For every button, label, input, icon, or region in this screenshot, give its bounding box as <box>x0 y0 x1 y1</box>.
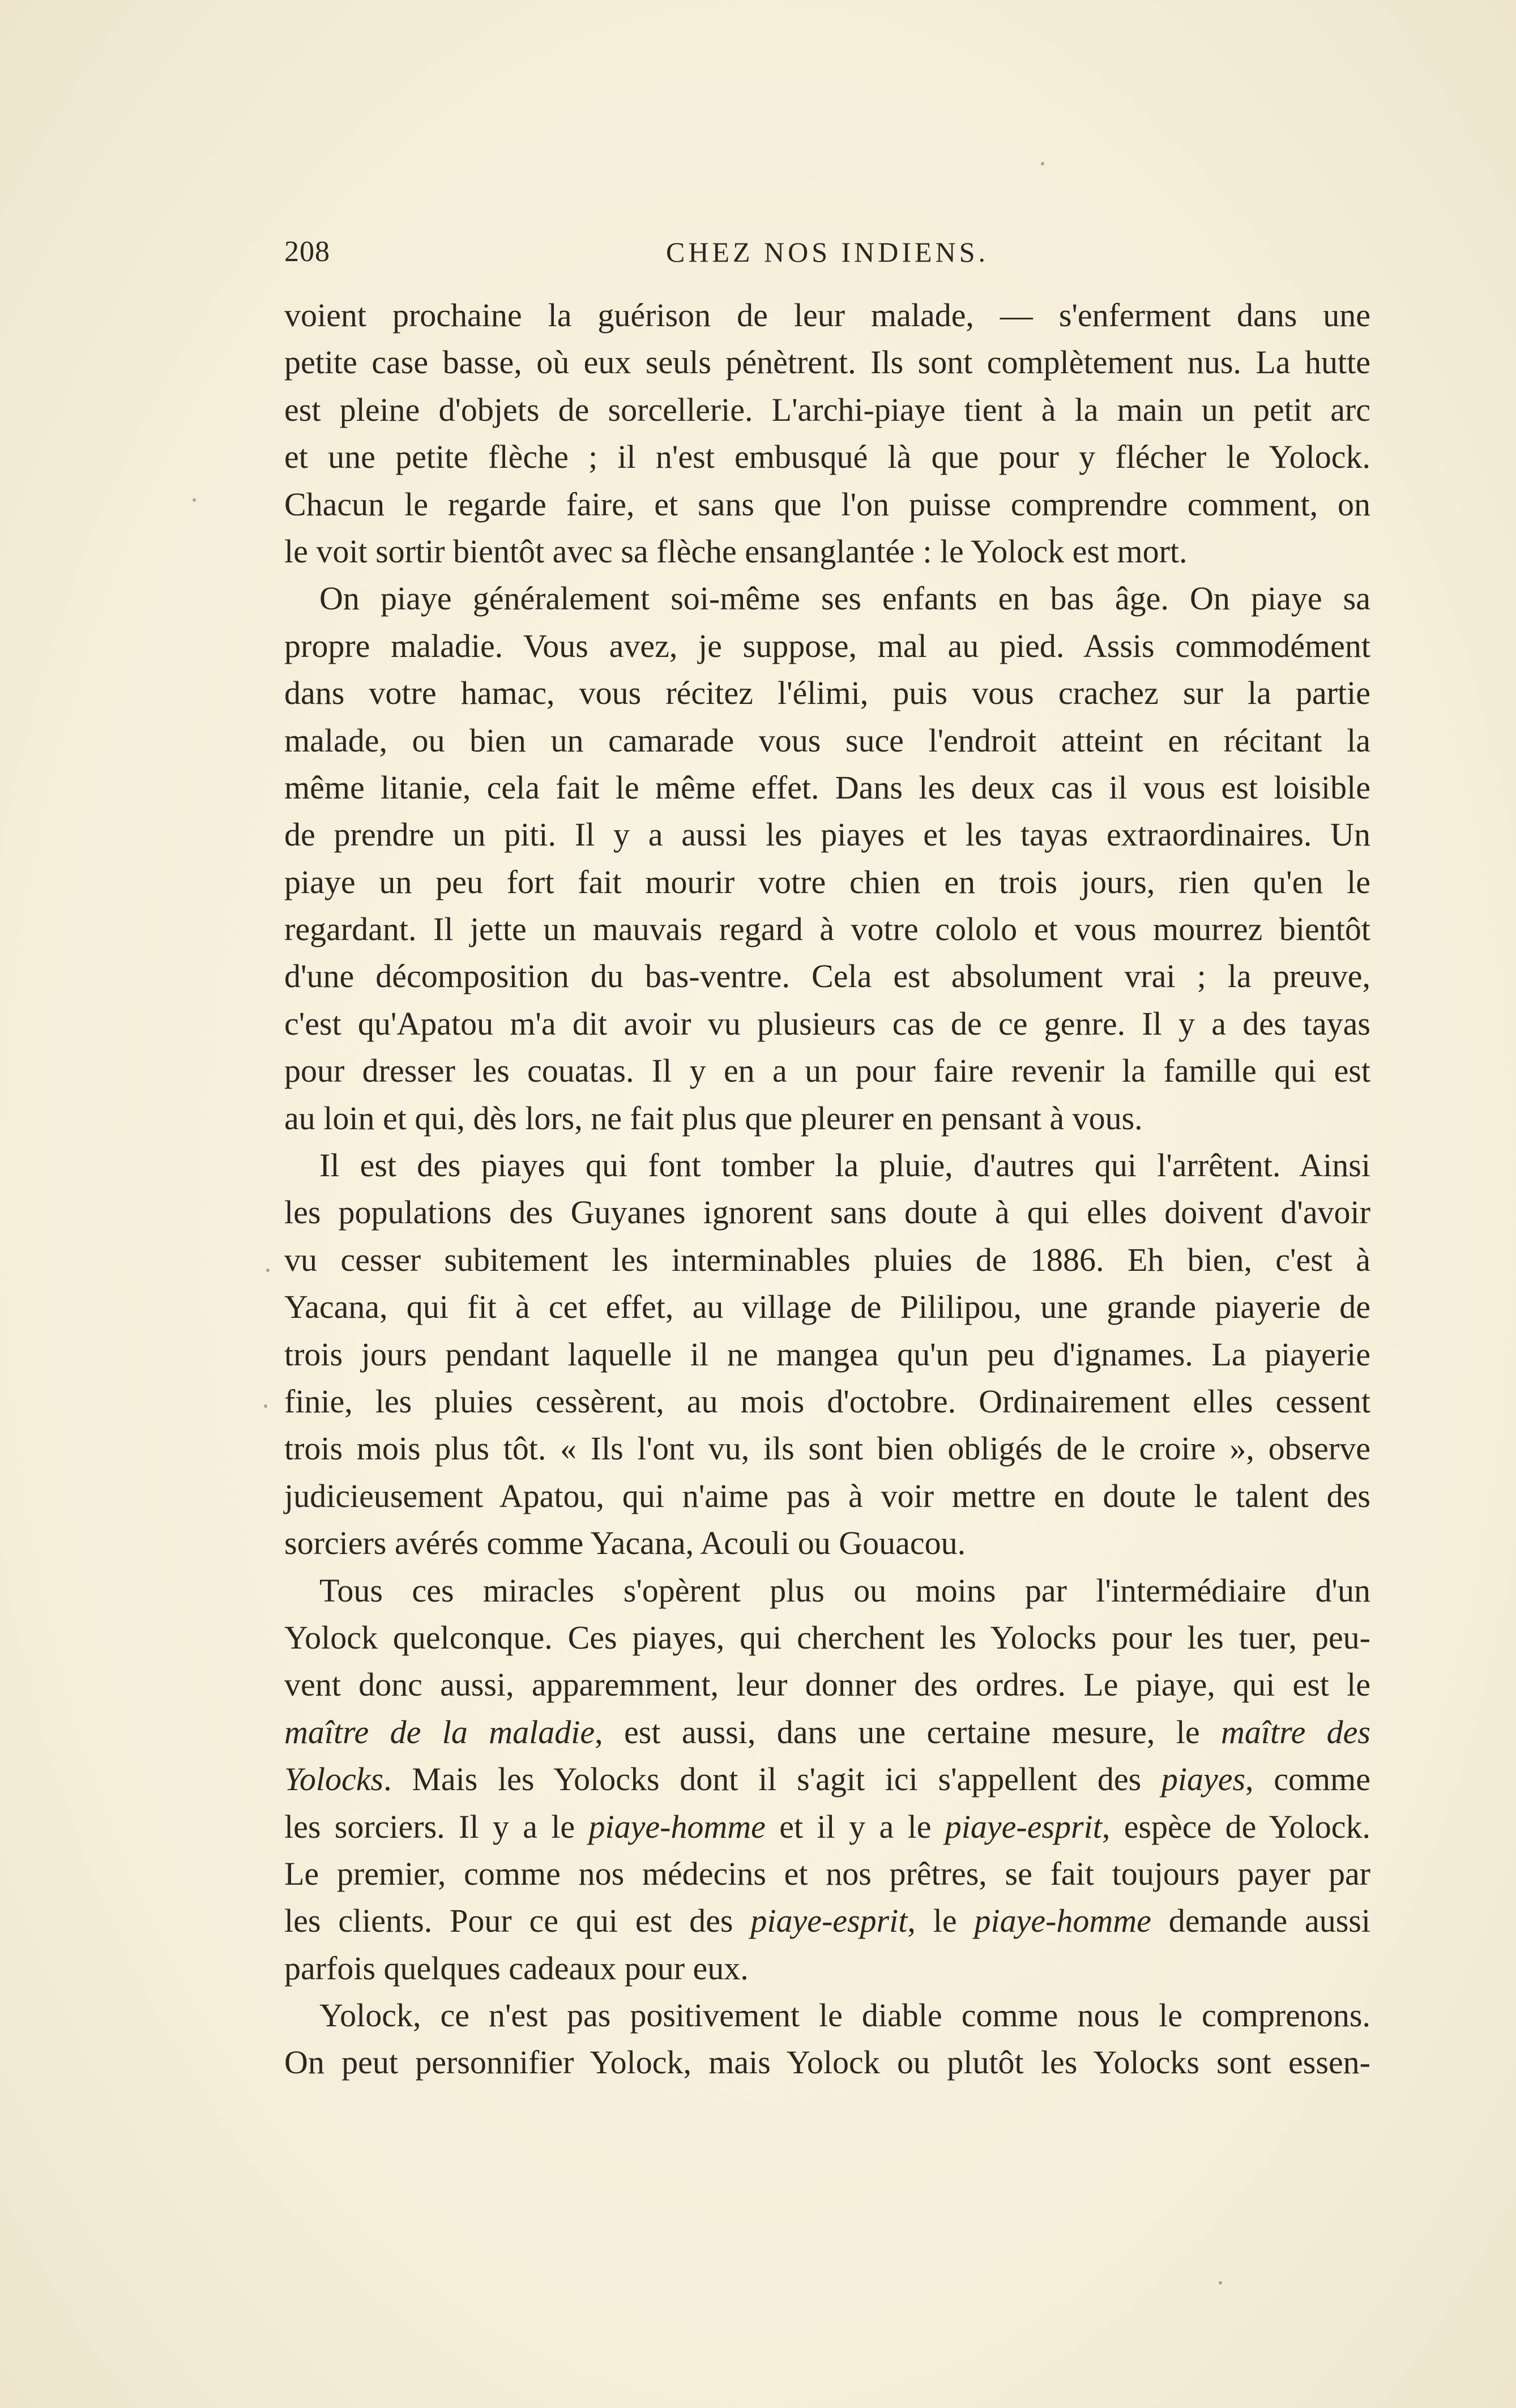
text-line: est pleine d'objets de sorcellerie. L'archi-piaye tient à la main un petit arc <box>284 391 1370 428</box>
text-line: parfois quelques cadeaux pour eux. <box>284 1949 749 1987</box>
text-line: Il est des piayes qui font tomber la pluie, d'autres qui l'arrêtent. Ainsi <box>319 1147 1370 1184</box>
italic-term: maître des <box>1221 1713 1371 1751</box>
text-line: Yolock quelconque. Ces piayes, qui cherchent les Yolocks pour les tuer, peu- <box>284 1619 1370 1656</box>
text-line <box>284 1803 1370 1850</box>
text-line: judicieusement Apatou, qui n'aime pas à voir mettre en doute le talent des <box>284 1477 1370 1514</box>
paper-speck <box>193 498 196 502</box>
text-line <box>284 1756 1370 1803</box>
italic-term: piaye-esprit <box>945 1808 1102 1845</box>
text-line: vent donc aussi, apparemment, leur donner des ordres. Le piaye, qui est le <box>284 1666 1370 1703</box>
text-line: malade, ou bien un camarade vous suce l'endroit atteint en récitant la <box>284 721 1370 759</box>
text-line: pour dresser les couatas. Il y en a un pour faire revenir la famille qui est <box>284 1052 1370 1090</box>
paper-speck <box>264 1404 267 1408</box>
text-line: Chacun le regarde faire, et sans que l'on puisse comprendre comment, on <box>284 485 1370 523</box>
text-line: dans votre hamac, vous récitez l'élimi, puis vous crachez sur la partie <box>284 674 1370 712</box>
text-line: petite case basse, où eux seuls pénètrent. Ils sont complètement nus. La hutte <box>284 344 1370 381</box>
text-line: finie, les pluies cessèrent, au mois d'octobre. Ordinairement elles cessent <box>284 1382 1370 1420</box>
text-line: Tous ces miracles s'opèrent plus ou moins par l'intermédiaire d'un <box>319 1572 1370 1609</box>
text-line: le voit sortir bientôt avec sa flèche ensanglantée : le Yolock est mort. <box>284 532 1188 570</box>
text-line: On piaye généralement soi-même ses enfants en bas âge. On piaye sa <box>319 580 1370 617</box>
running-title: CHEZ NOS INDIENS. <box>665 236 989 268</box>
text-line: de prendre un piti. Il y a aussi les piayes et les tayas extraordinaires. Un <box>284 816 1370 853</box>
text-line: voient prochaine la guérison de leur malade, — s'enferment dans une <box>284 297 1370 334</box>
text-line: Le premier, comme nos médecins et nos prêtres, se fait toujours payer par <box>284 1855 1370 1892</box>
text-line: Yacana, qui fit à cet effet, au village de Pililipou, une grande piayerie de <box>284 1288 1370 1326</box>
text-segment: , espèce de Yolock. <box>1101 1808 1370 1845</box>
text-line: On peut personnifier Yolock, mais Yolock ou plutôt les Yolocks sont essen- <box>284 2044 1370 2081</box>
italic-term: piaye-esprit <box>750 1902 908 1940</box>
text-line <box>284 1897 1370 1944</box>
text-segment: , le <box>907 1902 975 1940</box>
text-line: trois jours pendant laquelle il ne mangea qu'un peu d'ignames. La piayerie <box>284 1335 1370 1373</box>
text-line: les populations des Guyanes ignorent sans doute à qui elles doivent d'avoir <box>284 1194 1370 1231</box>
text-line: c'est qu'Apatou m'a dit avoir vu plusieurs cas de ce genre. Il y a des tayas <box>284 1005 1370 1042</box>
text-segment: , comme <box>1245 1761 1370 1798</box>
text-line: Yolock, ce n'est pas positivement le diable comme nous le comprenons. <box>319 1997 1370 2034</box>
paper-speck <box>1041 162 1044 165</box>
text-line: sorciers avérés comme Yacana, Acouli ou Gouacou. <box>284 1525 966 1562</box>
text-line: même litanie, cela fait le même effet. Dans les deux cas il vous est loisible <box>284 768 1370 806</box>
text-line: piaye un peu fort fait mourir votre chien en trois jours, rien qu'en le <box>284 863 1370 900</box>
text-line: vu cesser subitement les interminables pluies de 1886. Eh bien, c'est à <box>284 1241 1370 1278</box>
text-line: trois mois plus tôt. « Ils l'ont vu, ils sont bien obligés de le croire », observe <box>284 1430 1370 1467</box>
italic-term: piayes <box>1161 1761 1246 1798</box>
text-segment: , est aussi, dans une certaine mesure, le <box>595 1713 1222 1751</box>
paper-speck <box>1219 2281 1222 2285</box>
italic-term: piaye-homme <box>588 1808 766 1845</box>
page-number: 208 <box>284 236 330 268</box>
text-segment: demande aussi <box>1151 1902 1371 1940</box>
text-segment: . Mais les Yolocks dont il s'agit ici s'appellent des <box>383 1761 1161 1798</box>
italic-term: maître de la maladie <box>284 1713 595 1751</box>
text-segment: les sorciers. Il y a le <box>284 1808 589 1845</box>
italic-term: Yolocks <box>284 1761 384 1798</box>
text-line: et une petite flèche ; il n'est embusqué là que pour y flécher le Yolock. <box>284 438 1370 476</box>
text-segment: et il y a le <box>765 1808 945 1845</box>
text-line: propre maladie. Vous avez, je suppose, mal au pied. Assis commodément <box>284 627 1370 664</box>
text-line: regardant. Il jette un mauvais regard à votre cololo et vous mourrez bientôt <box>284 911 1370 948</box>
text-line: au loin et qui, dès lors, ne fait plus que pleurer en pensant à vous. <box>284 1099 1143 1137</box>
italic-term: piaye-homme <box>974 1902 1151 1940</box>
running-head <box>284 229 1370 275</box>
paper-speck <box>266 1269 270 1272</box>
body-text <box>284 292 1370 2086</box>
text-line: d'une décomposition du bas-ventre. Cela est absolument vrai ; la preuve, <box>284 958 1370 995</box>
text-segment: les clients. Pour ce qui est des <box>284 1902 751 1940</box>
text-line <box>284 1709 1370 1756</box>
